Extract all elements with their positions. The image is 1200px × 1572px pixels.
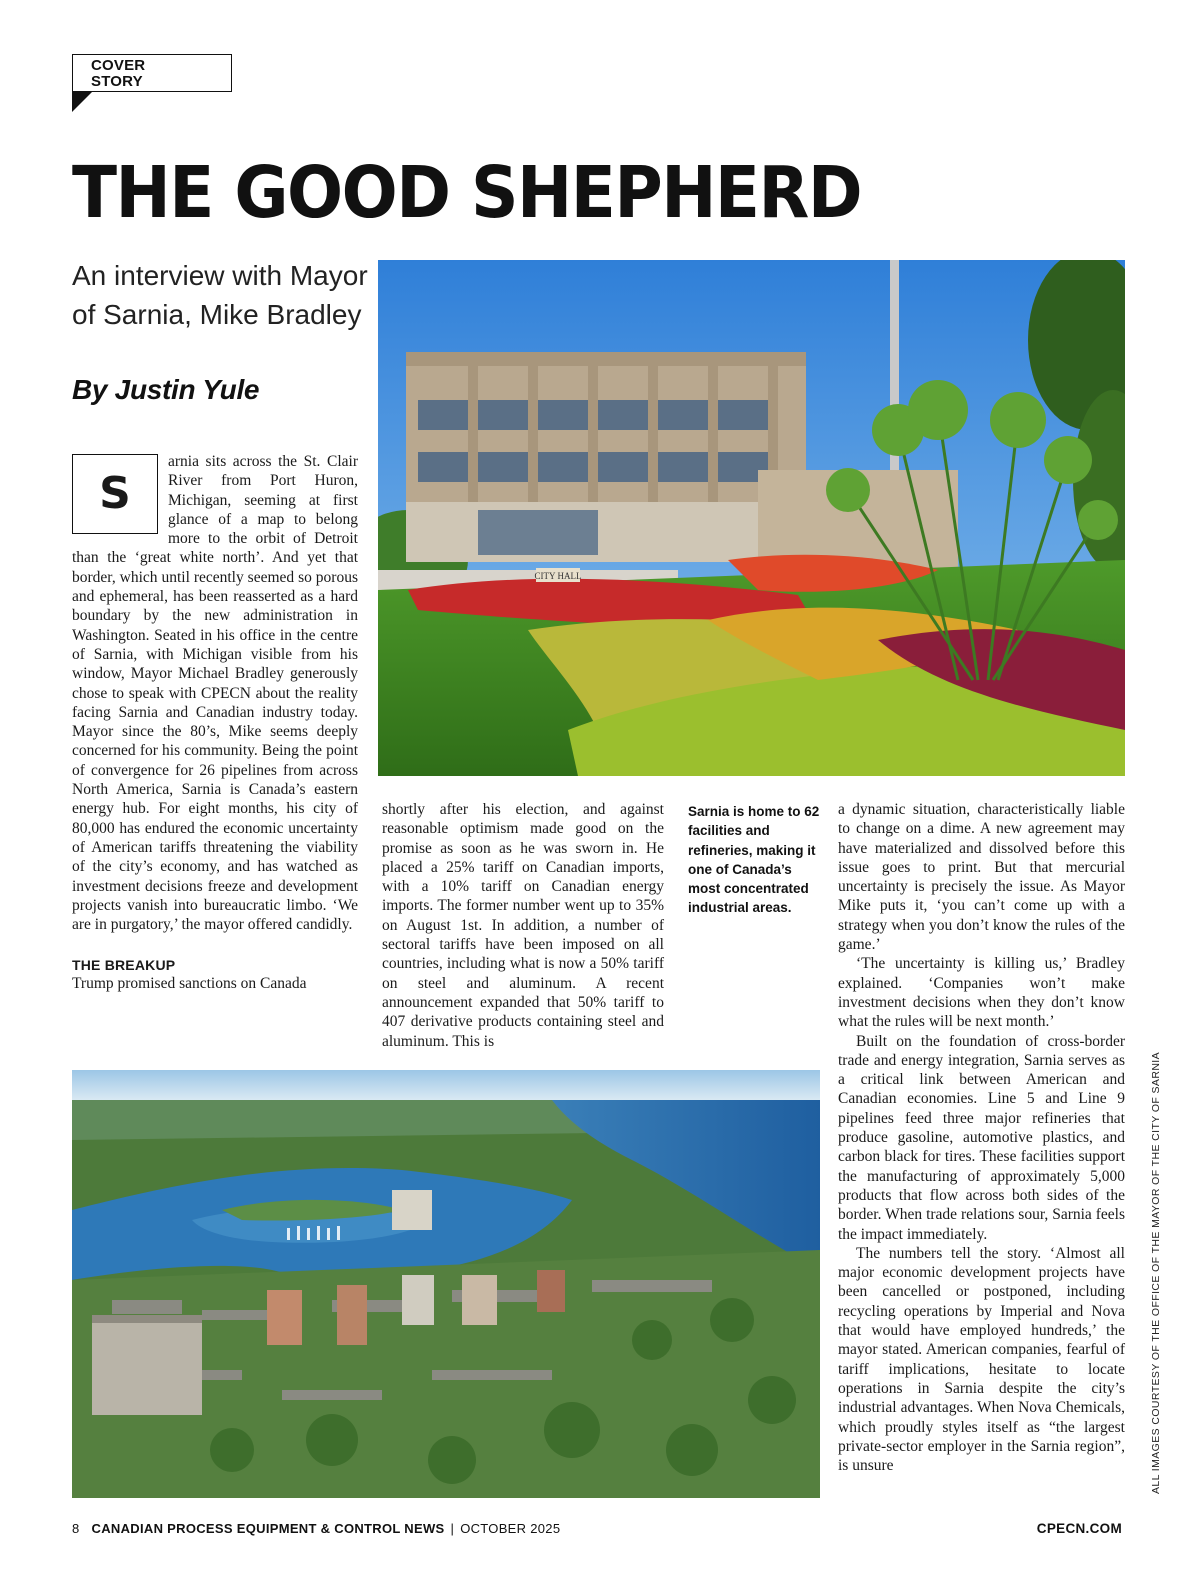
publication-name: CANADIAN PROCESS EQUIPMENT & CONTROL NEWS xyxy=(91,1521,445,1536)
website-link[interactable]: CPECN.COM xyxy=(1036,1521,1122,1536)
article-column-3 xyxy=(838,800,1125,1475)
sarnia-aerial-photo xyxy=(72,1070,820,1498)
section-heading-breakup: THE BREAKUP xyxy=(72,957,176,974)
column-1-paragraph-2: Trump promised sanctions on Canada xyxy=(72,975,307,993)
article-byline: By Justin Yule xyxy=(72,374,260,405)
section-tag xyxy=(72,54,232,92)
article-title: THE GOOD SHEPHERD xyxy=(72,151,862,235)
column-2-paragraph-1: shortly after his election, and against reasonable optimism made good on the promise as soon as he was sworn in. He placed a 25% tariff on Canadian imports, with a 10% tariff on Canadian energy imports. The former number went up to 35% on August 1st. In addition, a number of sectoral tariffs have been imposed on all countries, including what is now a 50% tariff on steel and aluminum. A recent announcement expanded that 50% tariff to 407 derivative products containing steel and aluminum. This is xyxy=(382,801,664,1050)
article-subtitle: An interview with Mayor of Sarnia, Mike Bradley xyxy=(72,260,368,330)
pull-quote: Sarnia is home to 62 facilities and refineries, making it one of Canada’s most concentrated industrial areas. xyxy=(688,804,820,916)
column-1-paragraph-1: arnia sits across the St. Clair River from Port Huron, Michigan, seeming at first glance of a map to belong more to the orbit of Detroit than the ‘great white north’. And yet that border, which until recently seemed so porous and ephemeral, has been reasserted as a hard boundary by the new administration in Washington. Seated in his office in the centre of Sarnia, with Michigan visible from his window, Mayor Michael Bradley generously chose to speak with CPECN about the reality facing Sarnia and Canadian industry today. Mayor since the 80’s, Mike seems deeply concerned for his community. Being the point of convergence for 26 pipelines from across North America, Sarnia is Canada’s eastern energy hub. For eight months, his city of 80,000 has endured the economic uncertainty of American tariffs threatening the viability of the city’s economy, and has watched as investment decisions freeze and development projects vanish into bureaucratic limbo. ‘We are in purgatory,’ the mayor offered candidly. xyxy=(72,453,358,934)
column-3-paragraph-4: The numbers tell the story. ‘Almost all major economic development projects have been cancelled or postponed, including recycling operations by Imperial and Nova that would have employed hundreds,’ the mayor stated. American companies, fearful of tariff implications, hesitate to locate operations in Sarnia despite the city’s industrial advantages. When Nova Chemicals, which proudly styles itself as “the largest private-sector employer in the Sarnia region”, is unsure xyxy=(838,1244,1125,1475)
city-hall-photo xyxy=(378,260,1125,776)
issue-date: OCTOBER 2025 xyxy=(460,1521,561,1536)
section-tag-label: COVER STORY xyxy=(91,57,146,90)
article-column-1 xyxy=(72,452,358,994)
column-3-paragraph-3: Built on the foundation of cross-border trade and energy integration, Sarnia serves as a critical link between American and Canadian economies. Line 5 and Line 9 pipelines feed three major refineries that produce gasoline, automotive plastics, and carbon black for tires. These facilities support the manufacturing of approximately 5,000 products that flow across both sides of the border. When trade relations sour, Sarnia feels the impact immediately. xyxy=(838,1032,1125,1243)
section-tag-notch xyxy=(72,92,92,112)
page-number: 8 xyxy=(72,1521,80,1536)
city-hall-sign: CITY HALL xyxy=(534,571,582,581)
column-3-paragraph-1: a dynamic situation, characteristically liable to change on a dime. A new agreement may have materialized and dissolved before this issue goes to print. But that mercurial uncertainty is precisely the issue. As Mayor Mike puts it, ‘you can’t come up with a strategy when you don’t know the rules of the game.’ xyxy=(838,801,1125,954)
drop-cap: S xyxy=(72,454,158,534)
photo-credit: ALL IMAGES COURTESY OF THE OFFICE OF THE MAYOR OF THE CITY OF SARNIA xyxy=(1150,1051,1162,1494)
footer-separator: | xyxy=(450,1521,455,1536)
page-footer xyxy=(72,1521,560,1536)
column-3-paragraph-2: ‘The uncertainty is killing us,’ Bradley explained. ‘Companies won’t make investment decisions when they don’t know what the rules will be next month.’ xyxy=(838,955,1125,1031)
article-column-2 xyxy=(382,800,664,1051)
